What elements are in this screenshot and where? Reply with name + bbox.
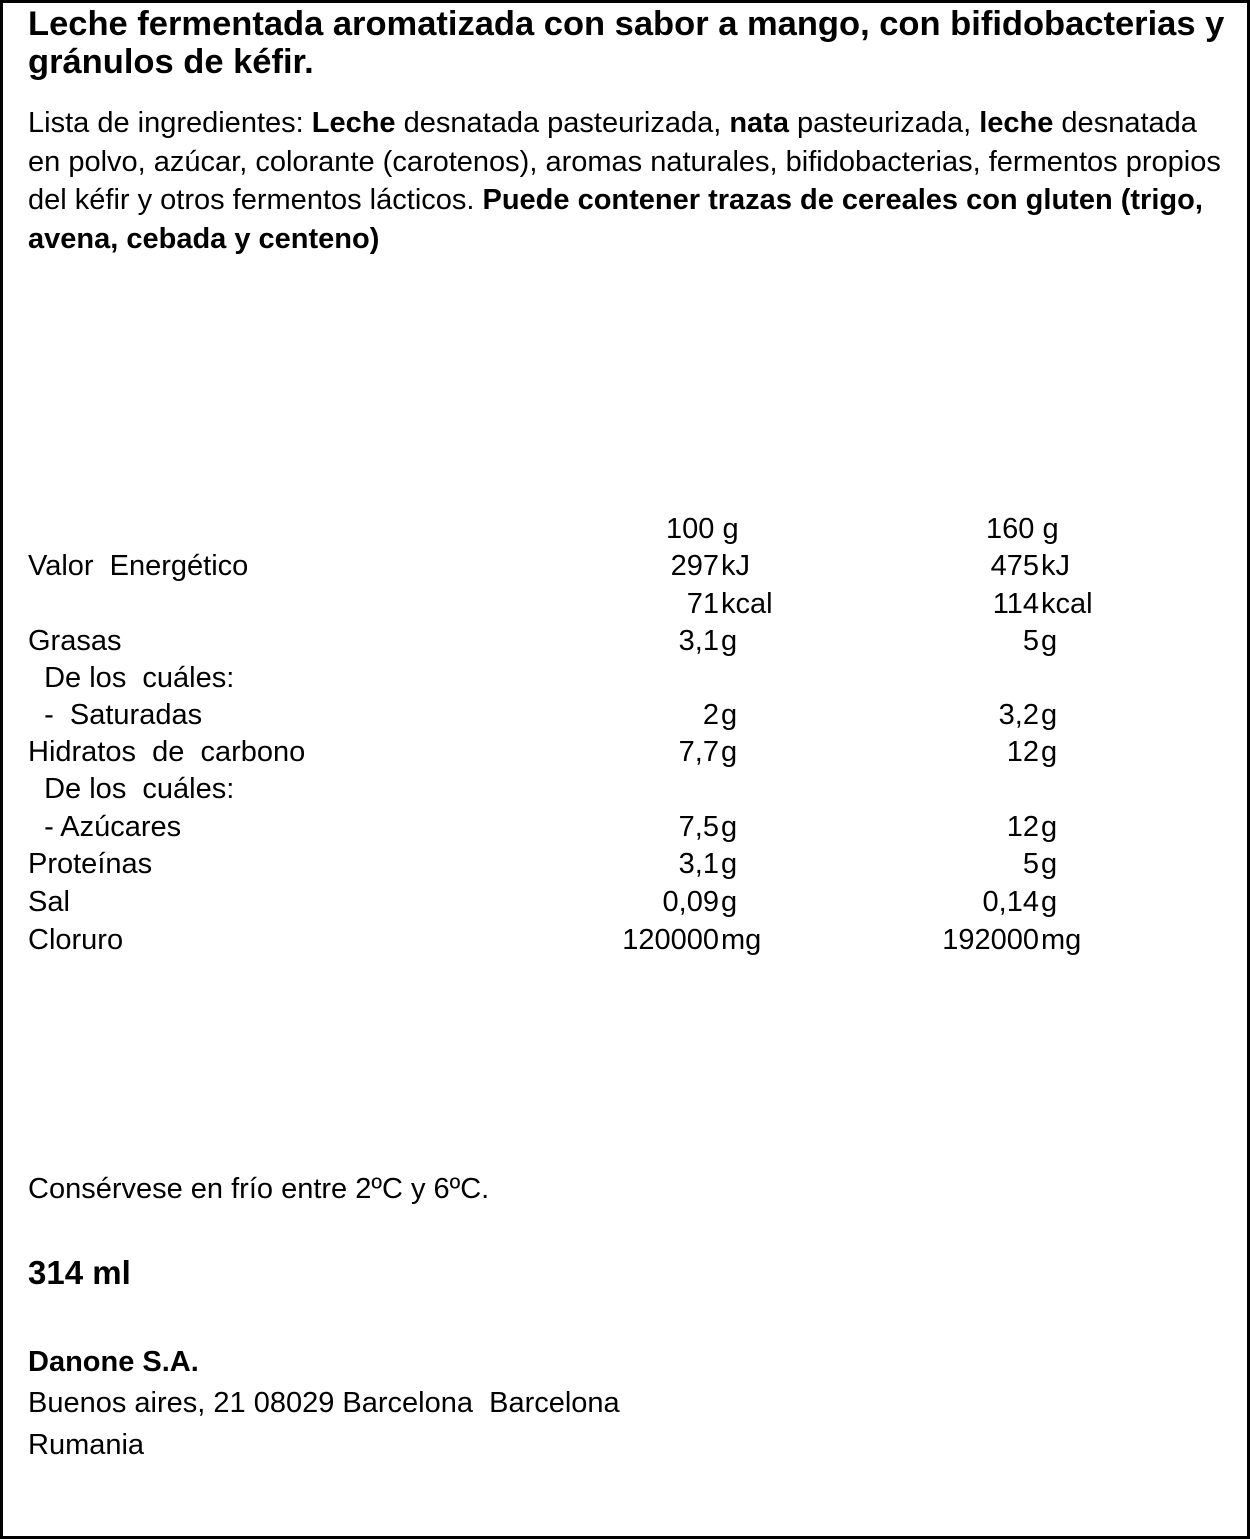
nutrient-label: Valor Energético bbox=[28, 550, 249, 582]
nutrient-label: Grasas bbox=[28, 625, 122, 657]
unit-160g: kJ bbox=[1041, 550, 1070, 582]
value-100g: 2 bbox=[702, 699, 719, 731]
ingredients-text-3: desnatada en polvo, azúcar, colorante (carotenos), aromas naturales, bifidobacterias, fermentos propios del kéfir y otros fermentos lácticos. bbox=[28, 107, 1221, 216]
unit-100g: g bbox=[721, 699, 738, 731]
unit-160g: g bbox=[1041, 848, 1058, 880]
product-title: Leche fermentada aromatizada con sabor a mango, con bifidobacterias y gránulos de kéfir. bbox=[28, 5, 1225, 81]
nutrition-row bbox=[3, 622, 1250, 660]
unit-160g: g bbox=[1041, 811, 1058, 843]
nutrient-label: Hidratos de carbono bbox=[28, 736, 306, 768]
value-100g: 7,5 bbox=[678, 811, 719, 843]
value-160g: 0,14 bbox=[982, 886, 1039, 918]
unit-160g: g bbox=[1041, 886, 1058, 918]
nutrient-label: Proteínas bbox=[28, 848, 153, 880]
nutrition-row bbox=[3, 547, 1250, 585]
nutrition-header-row bbox=[3, 510, 1250, 548]
unit-100g: mg bbox=[721, 924, 762, 956]
value-100g: 0,09 bbox=[662, 886, 719, 918]
value-100g: 3,1 bbox=[678, 848, 719, 880]
value-100g: 120000 bbox=[622, 924, 719, 956]
unit-160g: kcal bbox=[1041, 588, 1093, 620]
nutrition-row bbox=[3, 733, 1250, 771]
nutrient-label: Cloruro bbox=[28, 924, 124, 956]
value-100g: 71 bbox=[686, 588, 719, 620]
value-160g: 12 bbox=[1006, 736, 1039, 768]
value-160g: 5 bbox=[1022, 848, 1039, 880]
value-160g: 12 bbox=[1006, 811, 1039, 843]
allergen-trace-warning: Puede contener trazas de cereales con gluten (trigo, avena, cebada y centeno) bbox=[28, 184, 1203, 255]
unit-160g: g bbox=[1041, 736, 1058, 768]
company-address: Buenos aires, 21 08029 Barcelona Barcelona bbox=[28, 1387, 620, 1419]
unit-100g: g bbox=[721, 736, 738, 768]
value-160g: 3,2 bbox=[998, 699, 1039, 731]
value-160g: 114 bbox=[992, 588, 1039, 620]
nutrition-row bbox=[3, 770, 1250, 808]
unit-100g: g bbox=[721, 625, 738, 657]
storage-instructions: Consérvese en frío entre 2ºC y 6ºC. bbox=[28, 1173, 490, 1205]
nutrition-row bbox=[3, 659, 1250, 697]
unit-160g: g bbox=[1041, 699, 1058, 731]
ingredients-text-2: pasteurizada, bbox=[788, 107, 980, 139]
nutrient-label: De los cuáles: bbox=[28, 662, 235, 694]
nutrition-row bbox=[3, 921, 1250, 959]
unit-100g: g bbox=[721, 848, 738, 880]
unit-100g: g bbox=[721, 811, 738, 843]
allergen-leche: Leche bbox=[311, 107, 396, 139]
country: Rumania bbox=[28, 1429, 145, 1461]
unit-100g: kcal bbox=[721, 588, 773, 620]
nutrient-label: Sal bbox=[28, 886, 70, 918]
nutrition-row bbox=[3, 845, 1250, 883]
nutrient-label: - Azúcares bbox=[28, 811, 182, 843]
company-name: Danone S.A. bbox=[28, 1346, 199, 1378]
column-header-100g: 100 g bbox=[666, 513, 739, 545]
nutrition-row bbox=[3, 883, 1250, 921]
ingredients-list bbox=[28, 104, 1228, 258]
nutrient-label: - Saturadas bbox=[28, 699, 203, 731]
value-160g: 475 bbox=[990, 550, 1039, 582]
unit-160g: mg bbox=[1041, 924, 1082, 956]
value-160g: 192000 bbox=[942, 924, 1039, 956]
value-160g: 5 bbox=[1022, 625, 1039, 657]
value-100g: 297 bbox=[670, 550, 719, 582]
net-volume: 314 ml bbox=[28, 1254, 131, 1291]
nutrient-label: De los cuáles: bbox=[28, 773, 235, 805]
ingredients-text-1: desnatada pasteurizada, bbox=[395, 107, 730, 139]
value-100g: 3,1 bbox=[678, 625, 719, 657]
column-header-160g: 160 g bbox=[986, 513, 1059, 545]
allergen-leche-2: leche bbox=[979, 107, 1054, 139]
unit-100g: g bbox=[721, 886, 738, 918]
nutrition-row bbox=[3, 696, 1250, 734]
nutrition-row bbox=[3, 808, 1250, 846]
unit-160g: g bbox=[1041, 625, 1058, 657]
allergen-nata: nata bbox=[729, 107, 789, 139]
ingredients-label: Lista de ingredientes: bbox=[28, 107, 312, 139]
value-100g: 7,7 bbox=[678, 736, 719, 768]
nutrition-row bbox=[3, 585, 1250, 623]
unit-100g: kJ bbox=[721, 550, 750, 582]
